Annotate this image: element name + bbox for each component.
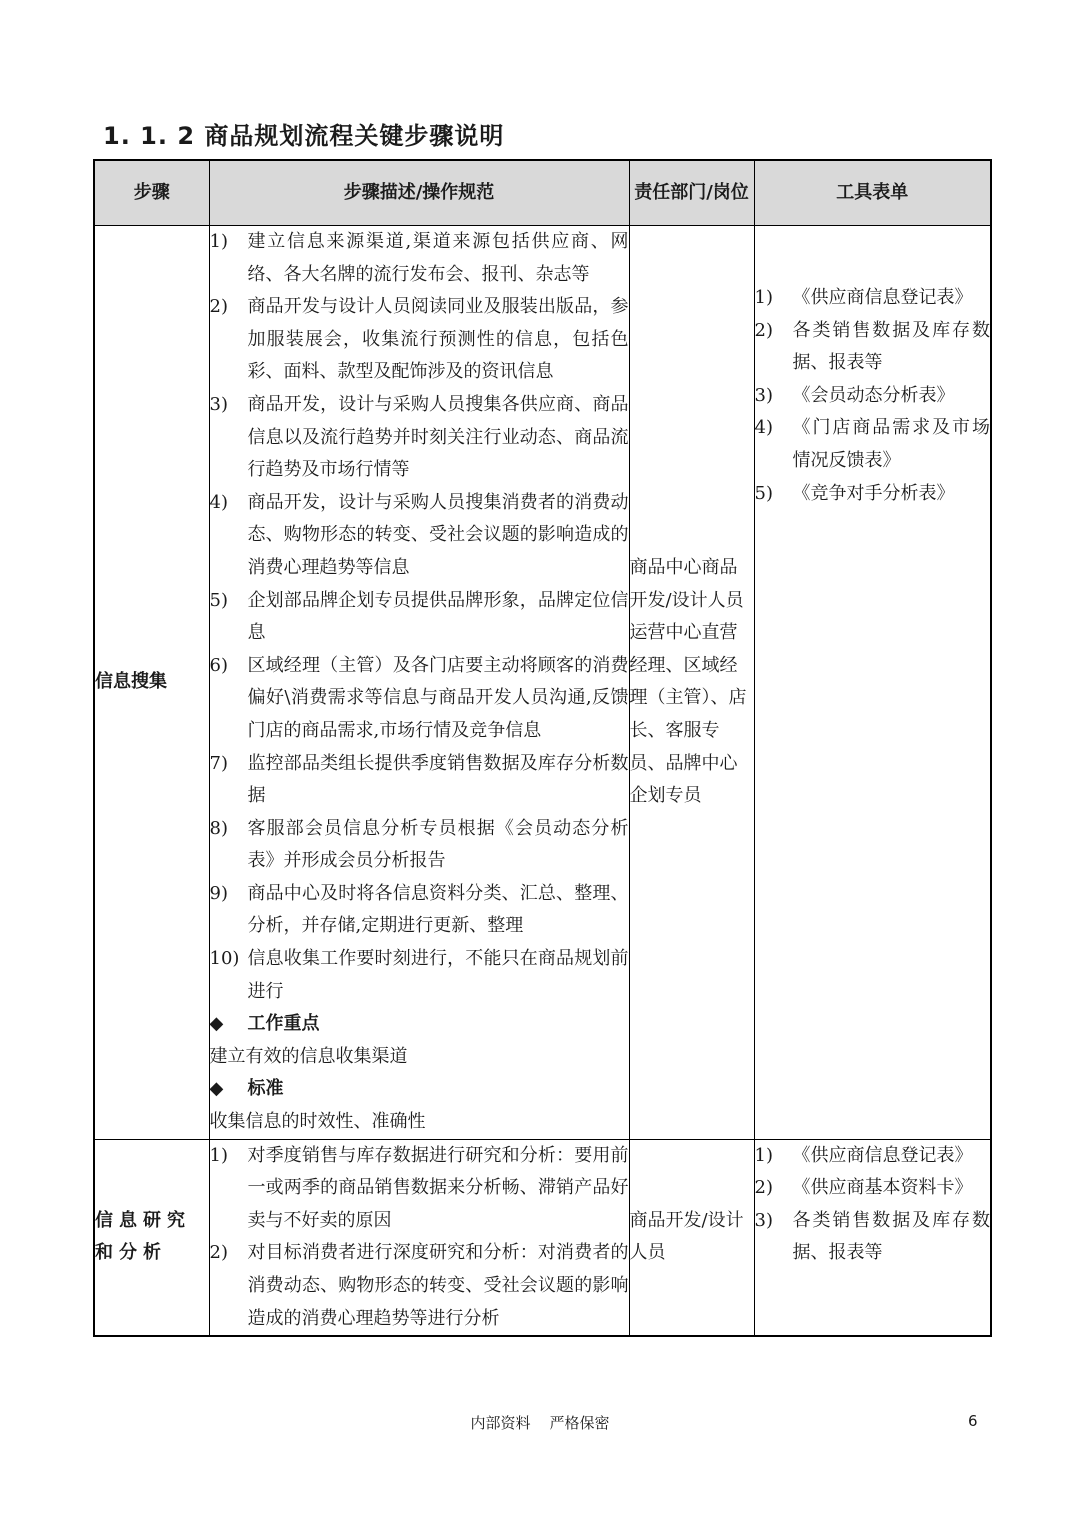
list-item-number: 2) xyxy=(209,1242,228,1264)
list-item xyxy=(210,650,629,748)
tool-item-number: 1) xyxy=(754,1144,773,1166)
tool-item xyxy=(755,1205,991,1270)
list-item-number: 4) xyxy=(209,491,228,513)
standard-text: 收集信息的时效性、准确性 xyxy=(209,1111,426,1133)
list-item-text: 建立信息来源渠道,渠道来源包括供应商、网络、各大名牌的流行发布会、报刊、杂志等 xyxy=(247,231,629,285)
list-item xyxy=(210,1237,629,1335)
list-item-number: 3) xyxy=(209,393,228,415)
tool-item-number: 2) xyxy=(754,319,773,341)
tool-item-text: 各类销售数据及库存数据、报表等 xyxy=(792,319,990,374)
tool-item-text: 《竞争对手分析表》 xyxy=(792,482,955,504)
header-tools: 工具表单 xyxy=(754,160,991,226)
tool-item-text: 《供应商信息登记表》 xyxy=(792,287,973,308)
page-number: 6 xyxy=(968,1412,978,1430)
list-item-text: 对季度销售与库存数据进行研究和分析：要用前一或两季的商品销售数据来分析畅、滞销产品好卖与不好卖的原因 xyxy=(247,1144,629,1231)
step-name: 信息搜集 xyxy=(94,226,209,1140)
list-item-text: 监控部品类组长提供季度销售数据及库存分析数据 xyxy=(247,752,629,807)
step-description xyxy=(209,226,629,1140)
list-item xyxy=(210,748,629,813)
list-item-number: 5) xyxy=(209,589,228,611)
tool-item xyxy=(755,1172,991,1205)
tool-item-number: 3) xyxy=(754,1209,773,1231)
list-item-text: 企划部品牌企划专员提供品牌形象，品牌定位信息 xyxy=(247,589,629,644)
standard-heading: ◆ 标准 xyxy=(210,1073,629,1106)
list-item xyxy=(210,813,629,878)
list-item xyxy=(210,943,629,1008)
step-description xyxy=(209,1139,629,1336)
tool-item xyxy=(755,282,991,315)
list-item xyxy=(210,1140,629,1238)
list-item-number: 7) xyxy=(209,752,228,774)
table-row xyxy=(94,1139,991,1336)
section-heading: 1. 1. 2 商品规划流程关键步骤说明 xyxy=(103,122,505,150)
list-item-number: 8) xyxy=(209,817,228,839)
list-item-number: 10) xyxy=(209,948,240,970)
tool-item-number: 4) xyxy=(754,417,773,439)
tool-item-text: 《供应商信息登记表》 xyxy=(792,1144,973,1166)
tool-item-text: 《门店商品需求及市场情况反馈表》 xyxy=(792,417,990,471)
tools-list xyxy=(754,1139,991,1336)
list-item xyxy=(210,487,629,585)
list-item-text: 商品开发与设计人员阅读同业及服装出版品，参加服装展会，收集流行预测性的信息，包括色彩、面料、款型及配饰涉及的资讯信息 xyxy=(247,296,629,383)
list-item-number: 9) xyxy=(209,882,228,904)
table-row xyxy=(94,226,991,1140)
confidential-footer: 内部资料 严格保密 xyxy=(470,1414,610,1432)
key-steps-table xyxy=(93,159,992,1337)
tool-item-number: 3) xyxy=(754,384,773,406)
list-item xyxy=(210,585,629,650)
tool-item xyxy=(755,380,991,413)
tools-list xyxy=(754,226,991,1140)
list-item xyxy=(210,291,629,389)
list-item-text: 商品开发，设计与采购人员搜集消费者的消费动态、购物形态的转变、受社会议题的影响造成的消费心理趋势等信息 xyxy=(247,491,629,578)
tool-item-text: 《会员动态分析表》 xyxy=(792,384,955,406)
list-item-text: 客服部会员信息分析专员根据《会员动态分析表》并形成会员分析报告 xyxy=(247,817,629,872)
step-name: 信息研究和分析 xyxy=(94,1139,209,1336)
diamond-bullet-icon: ◆ xyxy=(209,1078,224,1100)
list-item-number: 6) xyxy=(209,654,228,676)
list-item xyxy=(210,878,629,943)
tool-item xyxy=(755,1140,991,1173)
tool-item-number: 2) xyxy=(754,1177,773,1199)
table-header-row xyxy=(94,160,991,226)
list-item-text: 区域经理（主管）及各门店要主动将顾客的消费偏好\消费需求等信息与商品开发人员沟通,反馈门店的商品需求,市场行情及竞争信息 xyxy=(247,654,629,741)
list-item-number: 1) xyxy=(209,1144,228,1166)
list-item-text: 信息收集工作要时刻进行，不能只在商品规划前进行 xyxy=(247,948,629,1002)
header-department: 责任部门/岗位 xyxy=(629,160,754,226)
tool-item-text: 各类销售数据及库存数据、报表等 xyxy=(792,1209,990,1264)
tool-item xyxy=(755,412,991,477)
list-item-text: 商品开发，设计与采购人员搜集各供应商、商品信息以及流行趋势并时刻关注行业动态、商品流行趋势及市场行情等 xyxy=(247,393,629,481)
list-item-text: 对目标消费者进行深度研究和分析：对消费者的消费动态、购物形态的转变、受社会议题的影响造成的消费心理趋势等进行分析 xyxy=(247,1242,629,1329)
diamond-bullet-icon: ◆ xyxy=(209,1013,224,1035)
list-item-number: 2) xyxy=(209,296,228,318)
tool-item xyxy=(755,315,991,380)
responsible-department: 商品开发/设计人员 xyxy=(629,1139,754,1336)
tool-item-text: 《供应商基本资料卡》 xyxy=(792,1177,973,1199)
list-item xyxy=(210,389,629,487)
list-item-text: 商品中心及时将各信息资料分类、汇总、整理、分析，并存储,定期进行更新、整理 xyxy=(247,882,629,937)
list-item xyxy=(210,226,629,291)
focus-text: 建立有效的信息收集渠道 xyxy=(209,1045,408,1067)
tool-item xyxy=(755,478,991,511)
responsible-department: 商品中心商品开发/设计人员 运营中心直营经理、区域经理（主管）、店长、客服专员、品牌中心企划专员 xyxy=(629,226,754,1140)
list-item-number: 1) xyxy=(209,231,228,252)
header-step: 步骤 xyxy=(94,160,209,226)
tool-item-number: 5) xyxy=(754,482,773,504)
focus-heading: ◆ 工作重点 xyxy=(210,1008,629,1041)
tool-item-number: 1) xyxy=(754,287,773,308)
header-description: 步骤描述/操作规范 xyxy=(209,160,629,226)
